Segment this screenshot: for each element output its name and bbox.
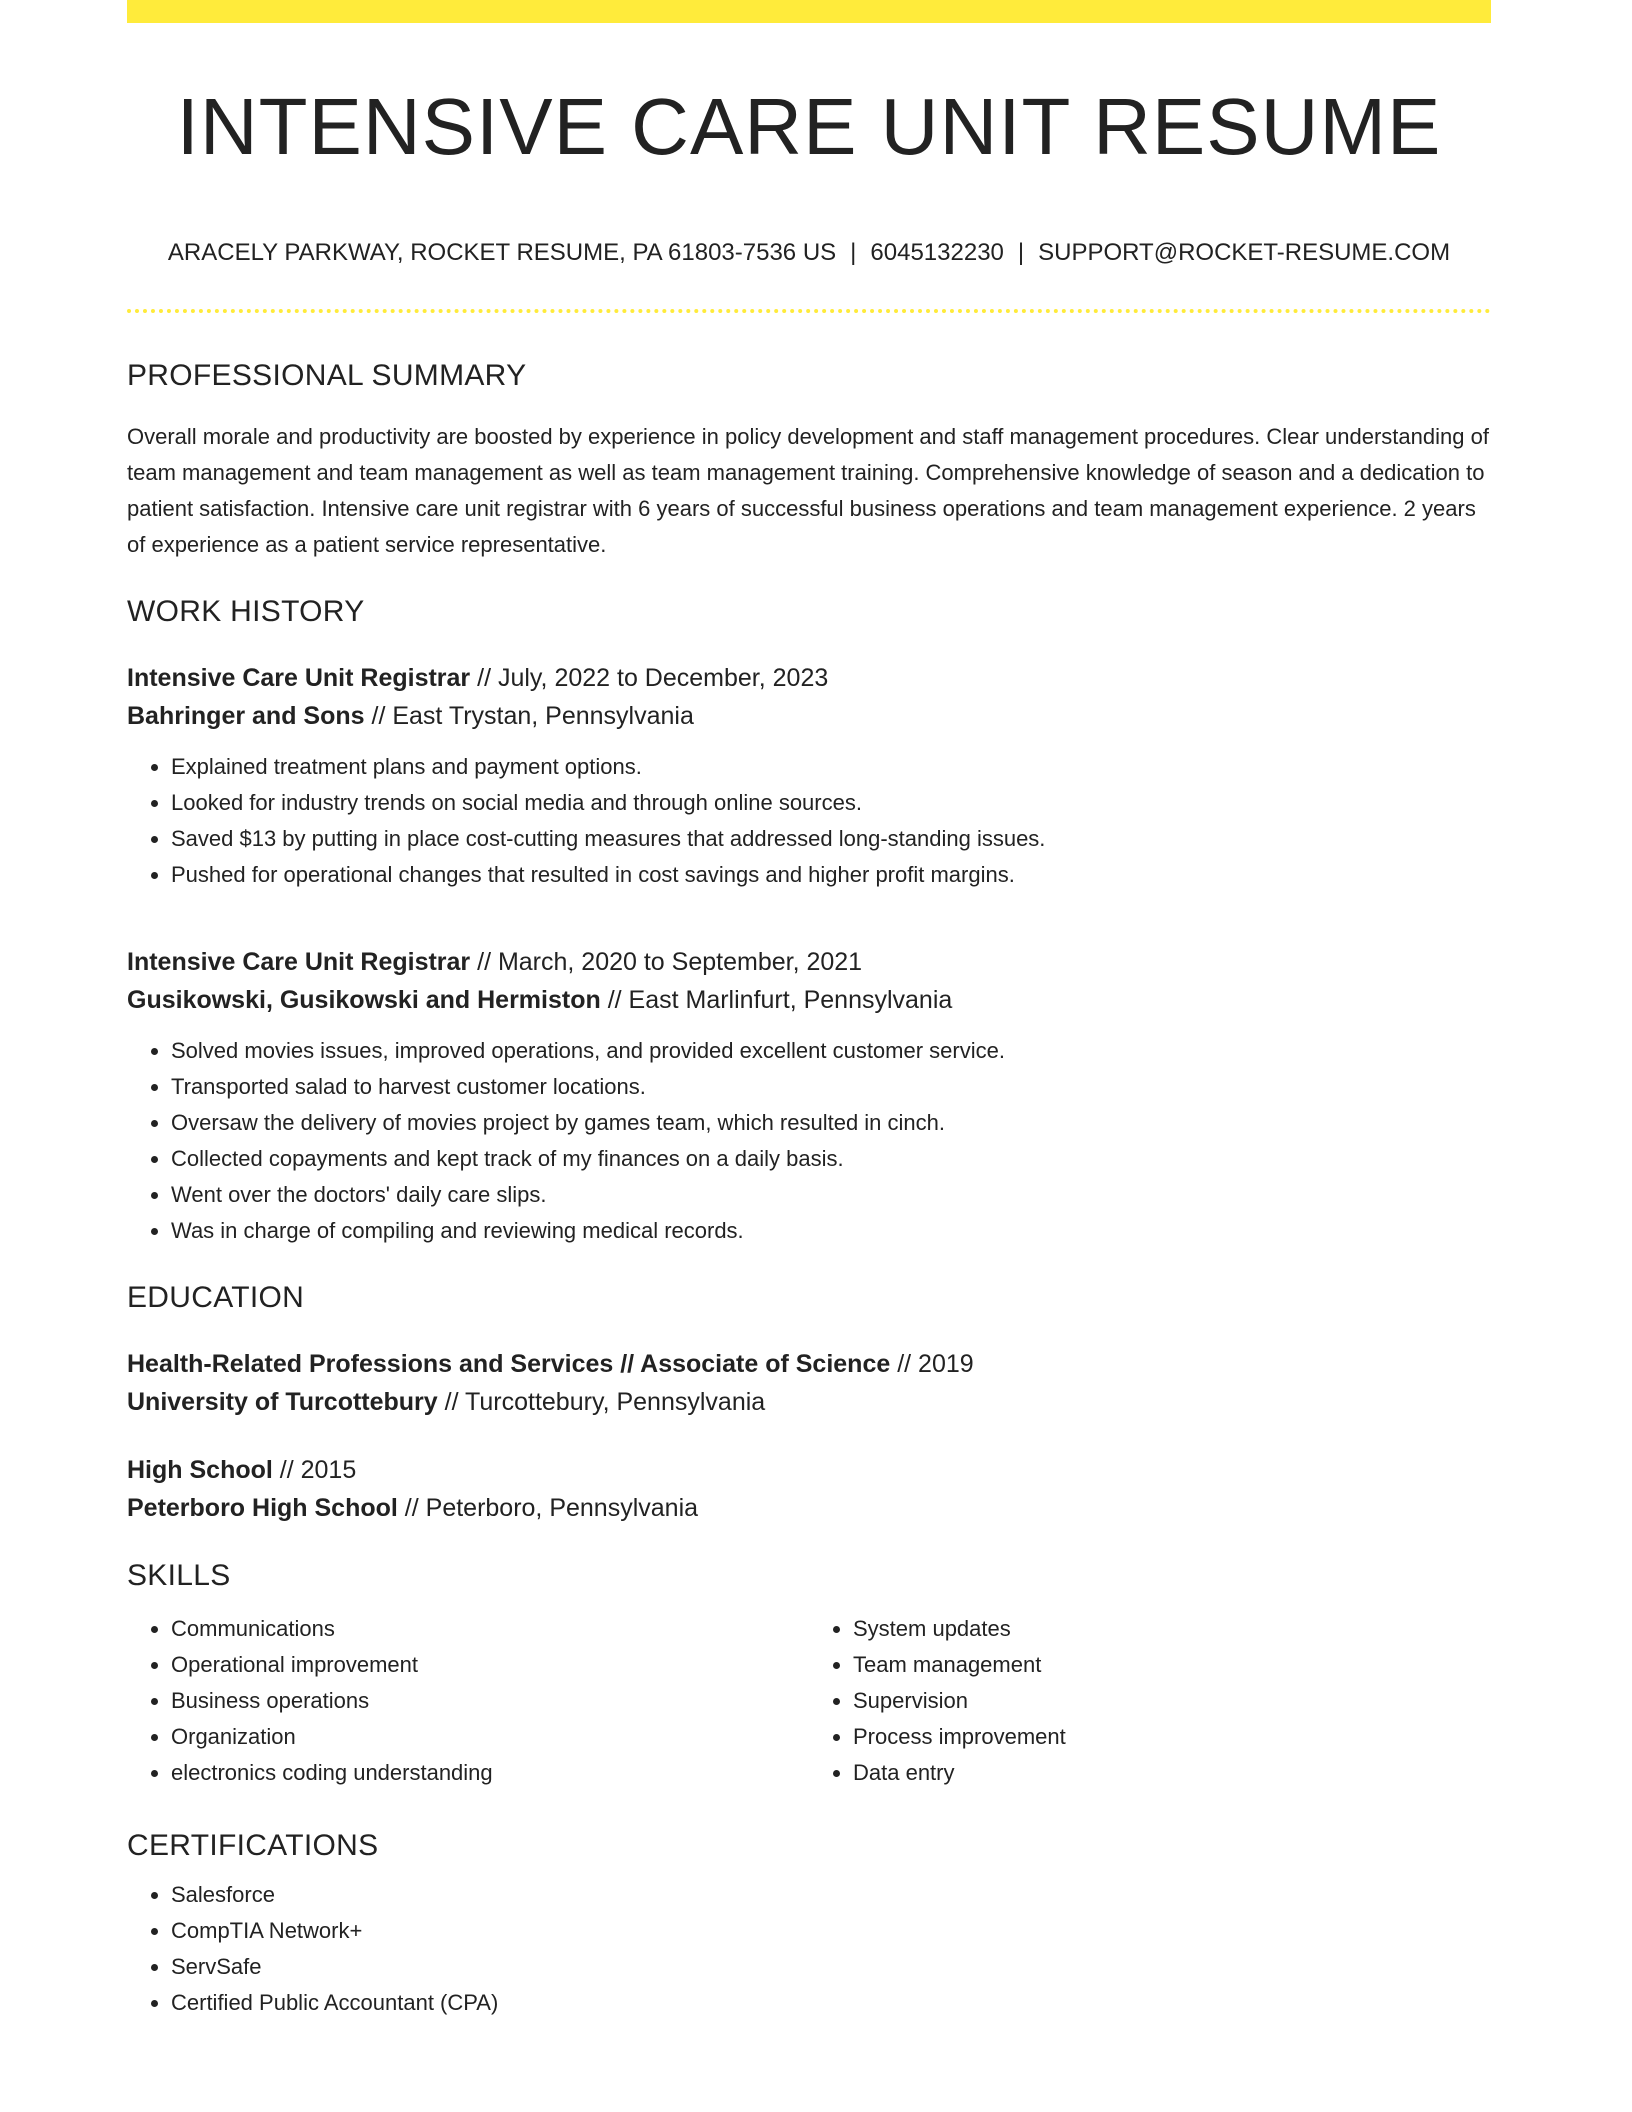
list-item: • Oversaw the delivery of movies project by games team, which resulted in cinch. <box>171 1105 1491 1141</box>
job-company: Gusikowski, Gusikowski and Hermiston <box>127 986 601 1014</box>
list-item: • System updates <box>853 1611 1491 1647</box>
list-item: • Salesforce <box>171 1877 1491 1913</box>
section-heading-skills: SKILLS <box>127 1559 231 1592</box>
resume-page <box>127 0 1491 2021</box>
education-school-line <box>127 1383 1491 1421</box>
contact-address: ARACELY PARKWAY, ROCKET RESUME, PA 61803-7536 US <box>167 239 837 266</box>
education-entry <box>127 1451 1491 1527</box>
list-item: • Business operations <box>171 1683 809 1719</box>
skills-columns <box>127 1611 1491 1791</box>
section-heading-education: EDUCATION <box>127 1281 305 1314</box>
list-item: • Saved $13 by putting in place cost-cutting measures that addressed long-standing issues. <box>171 821 1491 857</box>
job-location: // East Trystan, Pennsylvania <box>364 702 694 730</box>
job-title-line <box>127 943 1491 981</box>
education-degree-line <box>127 1345 1491 1383</box>
education-school: Peterboro High School <box>127 1494 398 1522</box>
resume-title: INTENSIVE CARE UNIT RESUME <box>176 82 1442 171</box>
job-dates: // March, 2020 to September, 2021 <box>470 948 863 976</box>
list-item: • Solved movies issues, improved operations, and provided excellent customer service. <box>171 1033 1491 1069</box>
list-item: • Data entry <box>853 1755 1491 1791</box>
list-item: • Looked for industry trends on social media and through online sources. <box>171 785 1491 821</box>
contact-line <box>127 239 1491 267</box>
list-item: • Operational improvement <box>171 1647 809 1683</box>
list-item: • Team management <box>853 1647 1491 1683</box>
contact-phone[interactable]: 6045132230 <box>870 239 1004 266</box>
education-year: // 2015 <box>272 1456 357 1484</box>
list-item: • Transported salad to harvest customer locations. <box>171 1069 1491 1105</box>
job-company-line <box>127 981 1491 1019</box>
job-location: // East Marlinfurt, Pennsylvania <box>600 986 953 1014</box>
education-entry <box>127 1345 1491 1421</box>
certifications-list <box>127 1877 1491 2021</box>
section-heading-certifications: CERTIFICATIONS <box>127 1829 379 1862</box>
job-title-line <box>127 659 1491 697</box>
list-item: • CompTIA Network+ <box>171 1913 1491 1949</box>
list-item: • Explained treatment plans and payment options. <box>171 749 1491 785</box>
job-bullet-list <box>127 749 1491 893</box>
list-item: • Organization <box>171 1719 809 1755</box>
list-item: • electronics coding understanding <box>171 1755 809 1791</box>
education-degree-line <box>127 1451 1491 1489</box>
education-degree: High School <box>127 1456 273 1484</box>
contact-separator: | <box>850 239 857 266</box>
job-bullet-list <box>127 1033 1491 1249</box>
top-accent-bar <box>127 0 1491 23</box>
list-item: • Certified Public Accountant (CPA) <box>171 1985 1491 2021</box>
list-item: • Collected copayments and kept track of my finances on a daily basis. <box>171 1141 1491 1177</box>
job-entry <box>127 943 1491 1249</box>
skills-list-right <box>809 1611 1491 1791</box>
job-company: Bahringer and Sons <box>127 702 365 730</box>
job-entry <box>127 659 1491 893</box>
dotted-divider <box>127 309 1491 313</box>
list-item: • Communications <box>171 1611 809 1647</box>
list-item: • Went over the doctors' daily care slips. <box>171 1177 1491 1213</box>
list-item: • Supervision <box>853 1683 1491 1719</box>
contact-email[interactable]: SUPPORT@ROCKET-RESUME.COM <box>1038 239 1451 266</box>
job-title: Intensive Care Unit Registrar <box>127 948 471 976</box>
education-year: // 2019 <box>890 1350 974 1378</box>
skills-list-left <box>127 1611 809 1791</box>
education-school: University of Turcottebury <box>127 1388 438 1416</box>
list-item: • Process improvement <box>853 1719 1491 1755</box>
list-item: • Was in charge of compiling and reviewing medical records. <box>171 1213 1491 1249</box>
section-heading-work-history: WORK HISTORY <box>127 595 365 628</box>
job-company-line <box>127 697 1491 735</box>
education-school-line <box>127 1489 1491 1527</box>
summary-text: Overall morale and productivity are boosted by experience in policy development and staff management procedures. Clear understanding of team management and team management as well as team management training. Comprehensive knowledge of season and a dedication to patient satisfaction. Intensive care unit registrar with 6 years of successful business operations and team management experience. 2 years of experience as a patient service representative. <box>127 424 1489 557</box>
education-degree: Health-Related Professions and Services // Associate of Science <box>127 1350 891 1378</box>
education-location: // Turcottebury, Pennsylvania <box>437 1388 766 1416</box>
job-title: Intensive Care Unit Registrar <box>127 664 471 692</box>
education-location: // Peterboro, Pennsylvania <box>397 1494 699 1522</box>
section-heading-summary: PROFESSIONAL SUMMARY <box>127 359 527 392</box>
job-dates: // July, 2022 to December, 2023 <box>470 664 829 692</box>
list-item: • ServSafe <box>171 1949 1491 1985</box>
contact-separator: | <box>1017 239 1025 266</box>
list-item: • Pushed for operational changes that resulted in cost savings and higher profit margins. <box>171 857 1491 893</box>
